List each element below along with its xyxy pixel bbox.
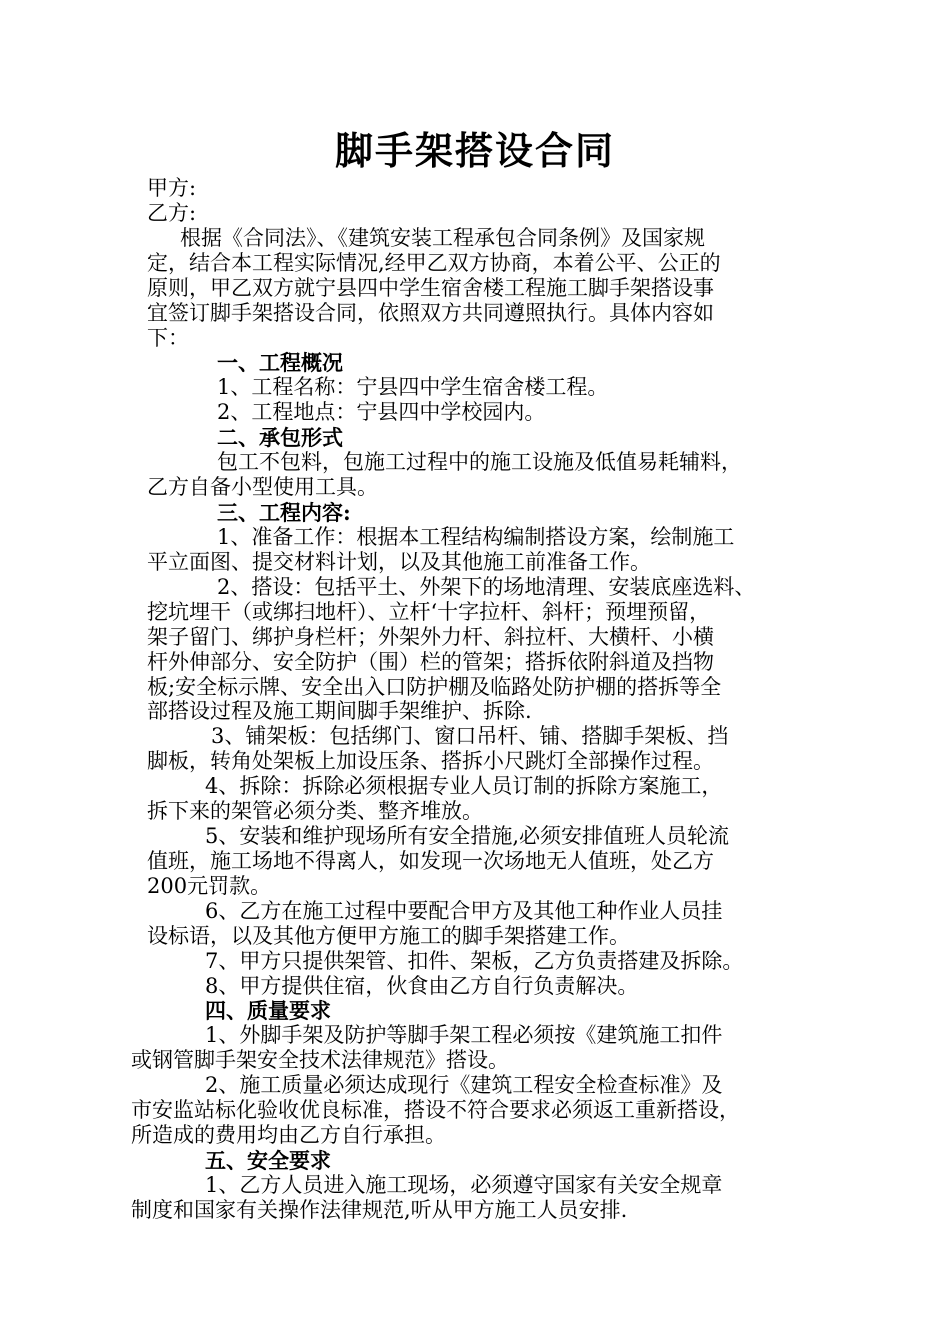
- section-heading: 三、工程内容:: [217, 500, 351, 525]
- text-line: 宜签订脚手架搭设合同，依照双方共同遵照执行。具体内容如: [147, 301, 714, 325]
- text-line: 2、工程地点：宁县四中学校园内。: [217, 400, 546, 424]
- text-line: 包工不包料，包施工过程中的施工设施及低值易耗辅料，: [217, 450, 742, 474]
- text-line: 乙方:: [147, 201, 197, 225]
- text-line: 设标语，以及其他方便甲方施工的脚手架搭建工作。: [147, 924, 630, 948]
- text-line: 部搭设过程及施工期间脚手架维护、拆除.: [147, 699, 532, 723]
- text-line: 平立面图、提交材料计划，以及其他施工前准备工作。: [147, 550, 651, 574]
- text-line: 2、施工质量必须达成现行《建筑工程安全检查标准》及: [205, 1073, 723, 1097]
- text-line: 3、铺架板：包括绑门、窗口吊杆、铺、搭脚手架板、挡: [211, 724, 729, 748]
- text-line: 或钢管脚手架安全技术法律规范》搭设。: [131, 1048, 509, 1072]
- text-line: 板;安全标示牌、安全出入口防护棚及临路处防护棚的搭拆等全: [147, 675, 722, 699]
- text-line: 5、安装和维护现场所有安全措施,必须安排值班人员轮流: [205, 824, 730, 848]
- text-line: 2、搭设：包括平土、外架下的场地清理、安装底座选料、: [217, 575, 756, 599]
- section-heading: 四、质量要求: [205, 998, 331, 1023]
- text-line: 6、乙方在施工过程中要配合甲方及其他工种作业人员挂: [205, 899, 723, 923]
- text-line: 8、甲方提供住宿，伙食由乙方自行负责解决。: [205, 974, 639, 998]
- text-line: 7、甲方只提供架管、扣件、架板，乙方负责搭建及拆除。: [205, 949, 744, 973]
- text-line: 所造成的费用均由乙方自行承担。: [131, 1123, 446, 1147]
- contract-title: 脚手架搭设合同: [334, 128, 615, 173]
- text-line: 拆下来的架管必须分类、整齐堆放。: [147, 799, 483, 823]
- text-line: 杆外伸部分、安全防护（围）栏的管架；搭拆依附斜道及挡物: [147, 650, 714, 674]
- text-line: 市安监站标化验收优良标准，搭设不符合要求必须返工重新搭设，: [131, 1098, 740, 1122]
- text-line: 值班，施工场地不得离人，如发现一次场地无人值班，处乙方: [147, 849, 714, 873]
- text-line: 脚板，转角处架板上加设压条、搭拆小尺跳灯全部操作过程。: [147, 749, 714, 773]
- text-line: 架子留门、绑护身栏杆；外架外力杆、斜拉杆、大横杆、小横: [147, 625, 714, 649]
- section-heading: 二、承包形式: [217, 425, 343, 450]
- text-line: 制度和国家有关操作法律规范,听从甲方施工人员安排.: [131, 1198, 628, 1222]
- text-line: 甲方:: [147, 176, 197, 200]
- text-line: 挖坑埋干（或绑扫地杆）、立杆‘十字拉杆、斜杆；预埋预留，: [147, 600, 711, 624]
- text-line: 乙方自备小型使用工具。: [147, 475, 378, 499]
- text-line: 1、外脚手架及防护等脚手架工程必须按《建筑施工扣件: [205, 1023, 723, 1047]
- text-line: 1、乙方人员进入施工现场，必须遵守国家有关安全规章: [205, 1173, 723, 1197]
- section-heading: 五、安全要求: [205, 1148, 331, 1173]
- section-heading: 一、工程概况: [217, 350, 343, 375]
- text-line: 原则，甲乙双方就宁县四中学生宿舍楼工程施工脚手架搭设事: [147, 276, 714, 300]
- text-line: 1、工程名称：宁县四中学生宿舍楼工程。: [217, 375, 609, 399]
- text-line: 根据《合同法》、《建筑安装工程承包合同条例》及国家规: [180, 226, 705, 250]
- text-line: 下：: [147, 326, 189, 350]
- text-line: 4、拆除：拆除必须根据专业人员订制的拆除方案施工，: [205, 774, 723, 798]
- text-line: 1、准备工作：根据本工程结构编制搭设方案，绘制施工: [217, 525, 735, 549]
- text-line: 200元罚款。: [147, 874, 272, 898]
- text-line: 定，结合本工程实际情况,经甲乙双方协商，本着公平、公正的: [147, 251, 721, 275]
